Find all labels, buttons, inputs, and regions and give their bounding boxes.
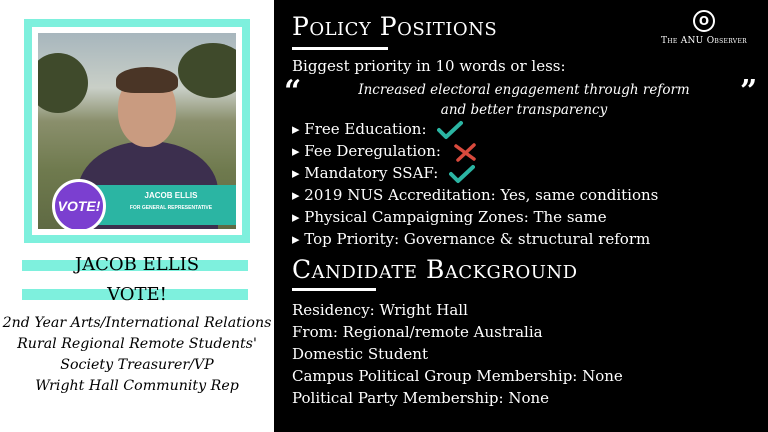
bio-line: Society Treasurer/VP (60, 357, 214, 373)
background-heading: Candidate Background (292, 255, 578, 284)
policy-item: ▸ Top Priority: Governance & structural reform (292, 230, 651, 248)
observer-logo (646, 10, 762, 46)
info-panel (274, 0, 768, 432)
priority-prompt: Biggest priority in 10 words or less: (292, 57, 566, 75)
vote-badge-text: VOTE! (57, 198, 101, 214)
candidate-panel (0, 0, 274, 432)
photo-frame (24, 19, 250, 243)
background-item: From: Regional/remote Australia (292, 323, 543, 341)
close-quote-icon: ” (740, 74, 758, 109)
policy-item (292, 120, 463, 140)
priority-quote-line: and better transparency (440, 102, 608, 118)
observer-logo-text: The ANU Observer (661, 36, 747, 46)
vote-badge (52, 179, 106, 229)
policy-heading-underline (292, 47, 388, 50)
policy-item (292, 142, 478, 162)
background-item: Residency: Wright Hall (292, 301, 468, 319)
policy-item-label: ▸ Mandatory SSAF: (292, 164, 439, 182)
policy-item: ▸ Physical Campaigning Zones: The same (292, 208, 607, 226)
bio-line: 2nd Year Arts/International Relations (2, 315, 272, 331)
policy-heading: Policy Positions (292, 12, 498, 41)
candidate-slogan: VOTE! (107, 284, 167, 305)
priority-quote-line: Increased electoral engagement through reform (358, 82, 690, 98)
background-item: Campus Political Group Membership: None (292, 367, 623, 385)
candidate-name: JACOB ELLIS (74, 254, 200, 275)
policy-item: ▸ 2019 NUS Accreditation: Yes, same conditions (292, 186, 659, 204)
check-icon (449, 164, 475, 184)
check-icon (437, 120, 463, 140)
open-quote-icon: “ (284, 74, 302, 109)
background-heading-underline (292, 288, 376, 291)
policy-item-label: ▸ Free Education: (292, 120, 427, 138)
bio-line: Wright Hall Community Rep (35, 378, 239, 394)
banner-role: FOR GENERAL REPRESENTATIVE (129, 205, 213, 211)
policy-item-label: ▸ Fee Deregulation: (292, 142, 441, 160)
observer-logo-icon: O (693, 10, 715, 32)
candidate-photo (38, 33, 236, 229)
cross-icon (452, 142, 478, 162)
priority-quote (344, 80, 704, 120)
background-item: Domestic Student (292, 345, 428, 363)
policy-item (292, 164, 475, 184)
bio-line: Rural Regional Remote Students' (17, 336, 257, 352)
background-item: Political Party Membership: None (292, 389, 550, 407)
banner-name: JACOB ELLIS (144, 191, 198, 200)
